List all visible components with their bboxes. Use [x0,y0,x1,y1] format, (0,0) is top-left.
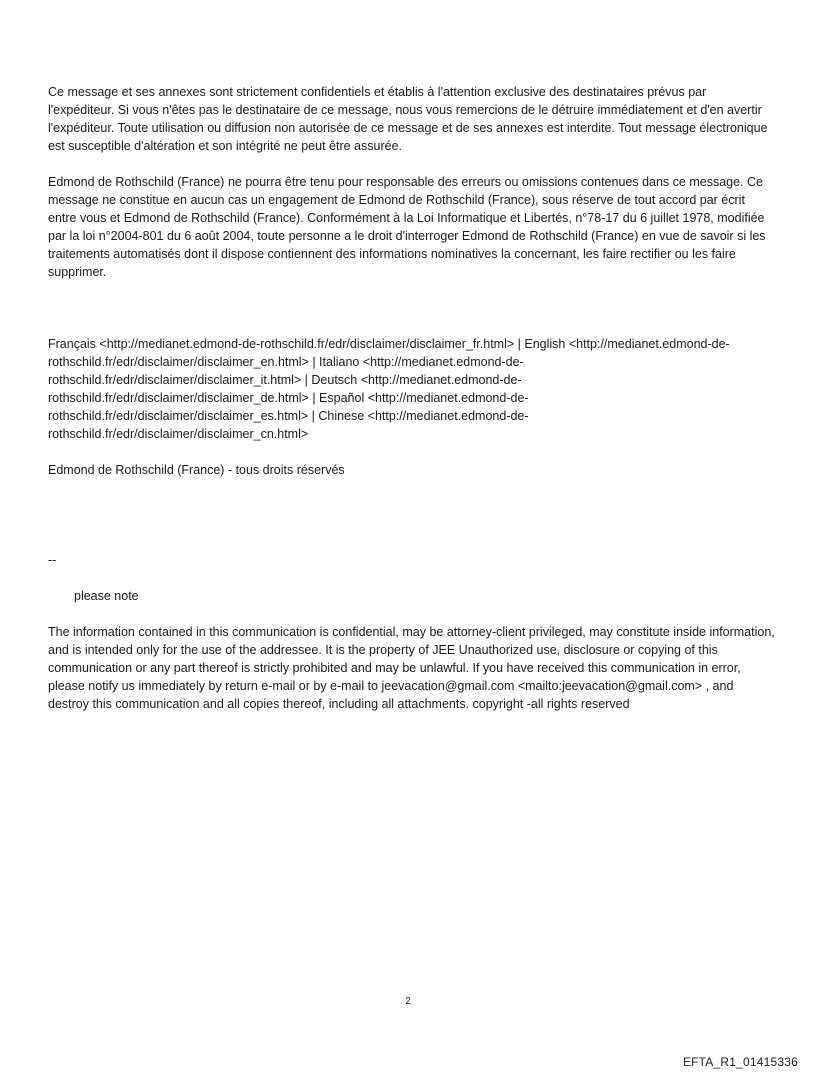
spacer [48,281,776,335]
spacer [48,155,776,173]
liability-notice-fr: Edmond de Rothschild (France) ne pourra être tenu pour responsable des erreurs ou omissions contenues dans ce message. Ce message ne constitue en aucun cas un engagement de Edmond de Rothschild (France), sous réserve de tout accord par écrit entre vous et Edmond de Rothschild (France). Conformément à la Loi Informatique et Libertés, n°78-17 du 6 juillet 1978, modifiée par la loi n°2004-801 du 6 août 2004, toute personne a le droit d'interroger Edmond de Rothschild (France) en vue de savoir si les traitements automatisés dont il dispose contiennent des informations nominatives la concernant, les faire rectifier ou les faire supprimer. [48,175,766,279]
bates-number: EFTA_R1_01415336 [682,1055,798,1069]
note-heading: please note [74,589,139,603]
confidentiality-notice-en: The information contained in this communication is confidential, may be attorney-client privileged, may constitute inside information, and is intended only for the use of the addressee. It is the property of JEE Unauthorized use, disclosure or copying of this communication or any part thereof is strictly prohibited and may be unlawful. If you have received this communication in error, please notify us immediately by return e-mail or by e-mail to jeevacation@gmail.com <mailto:jeevacation@gmail.com> , and destroy this communication and all copies thereof, including all attachments. copyright -all rights reserved [48,625,775,711]
separator: -- [48,553,57,567]
disclaimer-language-links: Français <http://medianet.edmond-de-rothschild.fr/edr/disclaimer/disclaimer_fr.html> | English <http://medianet.edmond-de-rothschild.fr/edr/disclaimer/disclaimer_en.html> | Italiano <http://medianet.edmond-de-rothschild.fr/edr/disclaimer/disclaimer_it.html> | Deutsch <http://medianet.edmond-de-rothschild.fr/edr/disclaimer/disclaimer_de.html> | Español <http://medianet.edmond-de-rothschild.fr/edr/disclaimer/disclaimer_es.html> | Chinese <http://medianet.edmond-de-rothschild.fr/edr/disclaimer/disclaimer_cn.html> [48,337,730,441]
spacer [48,605,776,623]
rights-reserved-fr: Edmond de Rothschild (France) - tous droits réservés [48,463,345,477]
spacer [48,443,776,461]
email-body [48,83,776,713]
page-number: 2 [405,996,411,1007]
spacer [48,479,776,551]
confidentiality-notice-fr: Ce message et ses annexes sont strictement confidentiels et établis à l'attention exclusive des destinataires prévus par l'expéditeur. Si vous n'êtes pas le destinataire de ce message, nous vous remercions de le détruire immédiatement et d'en avertir l'expéditeur. Toute utilisation ou diffusion non autorisée de ce message et de ses annexes est interdite. Tout message électronique est susceptible d'altération et son intégrité ne peut être assurée. [48,85,768,153]
spacer [48,569,776,587]
